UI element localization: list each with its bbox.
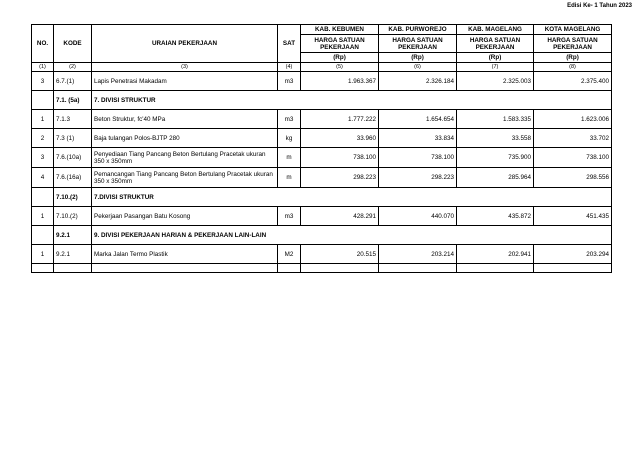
column-number: (2) bbox=[54, 63, 92, 72]
cell-no: 1 bbox=[32, 207, 54, 226]
cell-no: 2 bbox=[32, 129, 54, 148]
cell-no: 1 bbox=[32, 110, 54, 129]
cell-kode: 7.6.(16a) bbox=[54, 168, 92, 188]
header-region: KOTA MAGELANG bbox=[534, 25, 612, 35]
cell-sat: m3 bbox=[278, 110, 301, 129]
cell-price: 298.223 bbox=[379, 168, 457, 188]
table-row bbox=[32, 168, 612, 188]
cell-price: 738.100 bbox=[379, 148, 457, 168]
cell-sat: m bbox=[278, 168, 301, 188]
column-number: (4) bbox=[278, 63, 301, 72]
section-kode: 7.1. (5a) bbox=[54, 91, 92, 110]
column-number: (6) bbox=[379, 63, 457, 72]
cell-uraian: Penyediaan Tiang Pancang Beton Bertulang Pracetak ukuran 350 x 350mm bbox=[92, 148, 278, 168]
cell-kode: 7.3 (1) bbox=[54, 129, 92, 148]
section-row bbox=[32, 188, 612, 207]
section-kode: 9.2.1 bbox=[54, 226, 92, 245]
cell-price: 738.100 bbox=[301, 148, 379, 168]
header-sat: SAT bbox=[278, 25, 301, 63]
section-row bbox=[32, 91, 612, 110]
cell-price: 2.325.003 bbox=[457, 72, 534, 91]
section-kode: 7.10.(2) bbox=[54, 188, 92, 207]
header-unit: (Rp) bbox=[457, 53, 534, 63]
section-row bbox=[32, 226, 612, 245]
section-title: 7. DIVISI STRUKTUR bbox=[92, 91, 612, 110]
cell-uraian: Beton Struktur, fc'40 MPa bbox=[92, 110, 278, 129]
cell-sat: m bbox=[278, 148, 301, 168]
header-unit: (Rp) bbox=[534, 53, 612, 63]
cell-price: 1.583.335 bbox=[457, 110, 534, 129]
cell-price: 735.900 bbox=[457, 148, 534, 168]
edition-label: Edisi Ke- 1 Tahun 2023 bbox=[567, 3, 632, 9]
cell-price: 2.326.184 bbox=[379, 72, 457, 91]
cell-sat: m3 bbox=[278, 207, 301, 226]
column-number: (3) bbox=[92, 63, 278, 72]
table-row bbox=[32, 245, 612, 264]
cell-price: 1.777.222 bbox=[301, 110, 379, 129]
cell-price: 202.941 bbox=[457, 245, 534, 264]
cell-kode: 7.10.(2) bbox=[54, 207, 92, 226]
table-row bbox=[32, 110, 612, 129]
header-region: KAB. PURWOREJO bbox=[379, 25, 457, 35]
cell-uraian: Pekerjaan Pasangan Batu Kosong bbox=[92, 207, 278, 226]
cell-price: 738.100 bbox=[534, 148, 612, 168]
cell-uraian: Pemancangan Tiang Pancang Beton Bertulang Pracetak ukuran 350 x 350mm bbox=[92, 168, 278, 188]
cell-sat: kg bbox=[278, 129, 301, 148]
table-row bbox=[32, 207, 612, 226]
cell-uraian: Marka Jalan Termo Plastik bbox=[92, 245, 278, 264]
cell-price: 203.294 bbox=[534, 245, 612, 264]
header-uraian: URAIAN PEKERJAAN bbox=[92, 25, 278, 63]
column-number: (7) bbox=[457, 63, 534, 72]
cell-price: 1.654.654 bbox=[379, 110, 457, 129]
price-table bbox=[31, 24, 612, 273]
cell-price: 33.702 bbox=[534, 129, 612, 148]
cell-price: 298.556 bbox=[534, 168, 612, 188]
table-row bbox=[32, 72, 612, 91]
cell-price: 33.834 bbox=[379, 129, 457, 148]
header-harga: HARGA SATUAN PEKERJAAN bbox=[534, 35, 612, 53]
header-region: KAB. KEBUMEN bbox=[301, 25, 379, 35]
cell-price: 1.623.006 bbox=[534, 110, 612, 129]
table-row bbox=[32, 148, 612, 168]
cell-price: 33.960 bbox=[301, 129, 379, 148]
header-harga: HARGA SATUAN PEKERJAAN bbox=[301, 35, 379, 53]
header-no: NO. bbox=[32, 25, 54, 63]
cell-price: 1.963.367 bbox=[301, 72, 379, 91]
header-unit: (Rp) bbox=[379, 53, 457, 63]
cell-no: 4 bbox=[32, 168, 54, 188]
cell-sat: M2 bbox=[278, 245, 301, 264]
cell-price: 451.435 bbox=[534, 207, 612, 226]
cell-uraian: Baja tulangan Polos-BJTP 280 bbox=[92, 129, 278, 148]
cell-no: 3 bbox=[32, 72, 54, 91]
cell-no: 3 bbox=[32, 148, 54, 168]
table-row bbox=[32, 129, 612, 148]
cell-price: 298.223 bbox=[301, 168, 379, 188]
section-title: 9. DIVISI PEKERJAAN HARIAN & PEKERJAAN LAIN-LAIN bbox=[92, 226, 612, 245]
column-number: (5) bbox=[301, 63, 379, 72]
cell-price: 203.214 bbox=[379, 245, 457, 264]
cell-price: 440.070 bbox=[379, 207, 457, 226]
cell-price: 285.964 bbox=[457, 168, 534, 188]
cell-price: 428.291 bbox=[301, 207, 379, 226]
cell-price: 2.375.400 bbox=[534, 72, 612, 91]
header-harga: HARGA SATUAN PEKERJAAN bbox=[457, 35, 534, 53]
cell-kode: 7.6.(10a) bbox=[54, 148, 92, 168]
column-number: (1) bbox=[32, 63, 54, 72]
cell-kode: 6.7.(1) bbox=[54, 72, 92, 91]
header-unit: (Rp) bbox=[301, 53, 379, 63]
header-harga: HARGA SATUAN PEKERJAAN bbox=[379, 35, 457, 53]
column-number: (8) bbox=[534, 63, 612, 72]
section-title: 7.DIVISI STRUKTUR bbox=[92, 188, 612, 207]
cell-kode: 7.1.3 bbox=[54, 110, 92, 129]
cell-price: 20.515 bbox=[301, 245, 379, 264]
cell-kode: 9.2.1 bbox=[54, 245, 92, 264]
cell-no: 1 bbox=[32, 245, 54, 264]
cell-uraian: Lapis Penetrasi Makadam bbox=[92, 72, 278, 91]
cell-sat: m3 bbox=[278, 72, 301, 91]
header-region: KAB. MAGELANG bbox=[457, 25, 534, 35]
cell-price: 435.872 bbox=[457, 207, 534, 226]
table-row-blank bbox=[32, 264, 612, 273]
header-kode: KODE bbox=[54, 25, 92, 63]
cell-price: 33.558 bbox=[457, 129, 534, 148]
